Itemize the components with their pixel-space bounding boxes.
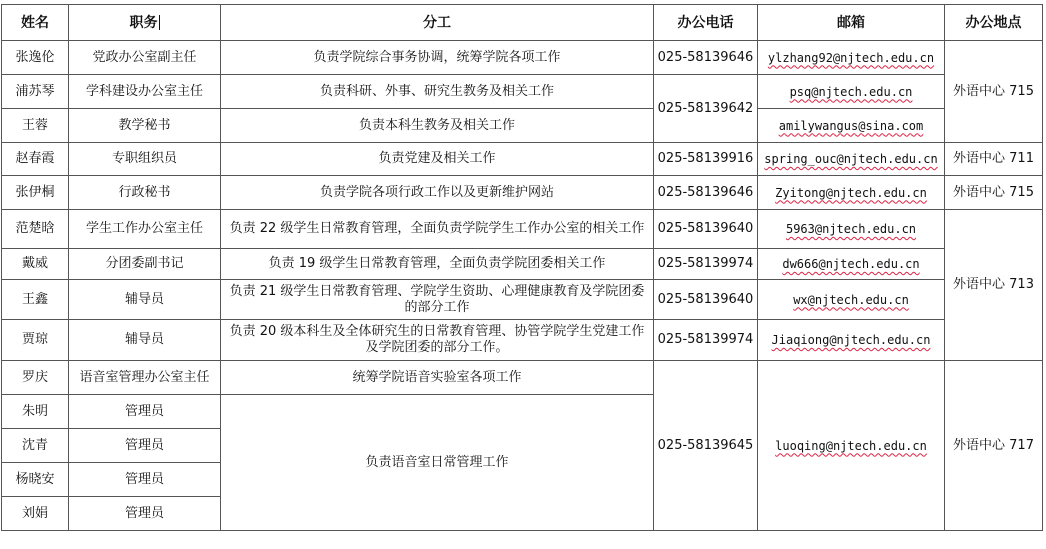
cell-email[interactable]: [758, 75, 945, 109]
cell-duty[interactable]: 负责本科生教务及相关工作: [221, 109, 654, 143]
cell-location[interactable]: 外语中心 715: [945, 41, 1043, 143]
cell-name[interactable]: 张伊桐: [2, 176, 69, 210]
cell-name[interactable]: 王蓉: [2, 109, 69, 143]
table-row: [2, 75, 1043, 109]
cell-position[interactable]: 辅导员: [69, 320, 221, 361]
cell-position[interactable]: 语音室管理办公室主任: [69, 361, 221, 395]
text-cursor: [159, 15, 160, 30]
cell-email[interactable]: [758, 280, 945, 320]
cell-phone[interactable]: 025-58139640: [654, 210, 758, 249]
cell-position[interactable]: 管理员: [69, 497, 221, 531]
cell-phone[interactable]: 025-58139645: [654, 361, 758, 531]
cell-phone[interactable]: 025-58139916: [654, 143, 758, 176]
cell-name[interactable]: 罗庆: [2, 361, 69, 395]
table-row: [2, 320, 1043, 361]
cell-duty[interactable]: 负责 22 级学生日常教育管理，全面负责学院学生工作办公室的相关工作: [221, 210, 654, 249]
cell-name[interactable]: 范楚晗: [2, 210, 69, 249]
cell-position[interactable]: 专职组织员: [69, 143, 221, 176]
email-text: Jiaqiong@njtech.edu.cn: [771, 333, 931, 347]
cell-duty[interactable]: 负责语音室日常管理工作: [221, 395, 654, 531]
cell-location[interactable]: 外语中心 711: [945, 143, 1043, 176]
table-row: [2, 210, 1043, 249]
cell-duty[interactable]: 负责党建及相关工作: [221, 143, 654, 176]
cell-name[interactable]: 沈青: [2, 429, 69, 463]
email-text: 5963@njtech.edu.cn: [785, 222, 917, 236]
header-phone[interactable]: 办公电话: [654, 5, 758, 41]
email-text: spring_ouc@njtech.edu.cn: [764, 152, 938, 166]
cell-position[interactable]: 管理员: [69, 429, 221, 463]
table-row: [2, 41, 1043, 75]
table-row: [2, 249, 1043, 280]
cell-position[interactable]: 党政办公室副主任: [69, 41, 221, 75]
cell-location[interactable]: 外语中心 713: [945, 210, 1043, 361]
cell-name[interactable]: 朱明: [2, 395, 69, 429]
cell-position[interactable]: 学科建设办公室主任: [69, 75, 221, 109]
cell-name[interactable]: 贾琼: [2, 320, 69, 361]
cell-email[interactable]: [758, 320, 945, 361]
email-text: psq@njtech.edu.cn: [789, 84, 913, 99]
header-row: [2, 5, 1043, 41]
header-duty[interactable]: 分工: [221, 5, 654, 41]
email-text: ylzhang92@njtech.edu.cn: [767, 50, 935, 65]
email-text: amilywangus@sina.com: [778, 118, 924, 133]
cell-location[interactable]: 外语中心 715: [945, 176, 1043, 210]
cell-phone[interactable]: 025-58139646: [654, 176, 758, 210]
cell-phone[interactable]: 025-58139646: [654, 41, 758, 75]
cell-name[interactable]: 王鑫: [2, 280, 69, 320]
cell-position[interactable]: 学生工作办公室主任: [69, 210, 221, 249]
table-row: [2, 176, 1043, 210]
email-text: luoqing@njtech.edu.cn: [775, 438, 927, 453]
email-text: Zyitong@njtech.edu.cn: [775, 185, 927, 200]
cell-position[interactable]: 辅导员: [69, 280, 221, 320]
email-text: dw666@njtech.edu.cn: [782, 257, 920, 271]
cell-duty[interactable]: 负责 19 级学生日常教育管理，全面负责学院团委相关工作: [221, 249, 654, 280]
cell-name[interactable]: 浦苏琴: [2, 75, 69, 109]
cell-email[interactable]: [758, 109, 945, 143]
cell-name[interactable]: 张逸伦: [2, 41, 69, 75]
cell-email[interactable]: [758, 361, 945, 531]
header-position[interactable]: [69, 5, 221, 41]
cell-name[interactable]: 杨晓安: [2, 463, 69, 497]
cell-duty[interactable]: 负责学院各项行政工作以及更新维护网站: [221, 176, 654, 210]
cell-location[interactable]: 外语中心 717: [945, 361, 1043, 531]
cell-phone[interactable]: 025-58139974: [654, 320, 758, 361]
cell-position[interactable]: 行政秘书: [69, 176, 221, 210]
cell-email[interactable]: [758, 143, 945, 176]
staff-table: [1, 4, 1043, 531]
table-row: [2, 143, 1043, 176]
cell-duty[interactable]: 负责学院综合事务协调，统筹学院各项工作: [221, 41, 654, 75]
header-name[interactable]: 姓名: [2, 5, 69, 41]
cell-name[interactable]: 刘娟: [2, 497, 69, 531]
email-text: wx@njtech.edu.cn: [793, 292, 909, 307]
cell-position[interactable]: 管理员: [69, 395, 221, 429]
cell-position[interactable]: 分团委副书记: [69, 249, 221, 280]
cell-email[interactable]: [758, 176, 945, 210]
cell-email[interactable]: [758, 41, 945, 75]
cell-email[interactable]: [758, 210, 945, 249]
header-email[interactable]: 邮箱: [758, 5, 945, 41]
table-row: [2, 109, 1043, 143]
table-row: [2, 361, 1043, 395]
cell-position[interactable]: 管理员: [69, 463, 221, 497]
cell-phone[interactable]: 025-58139974: [654, 249, 758, 280]
cell-name[interactable]: 戴威: [2, 249, 69, 280]
cell-duty[interactable]: 负责科研、外事、研究生教务及相关工作: [221, 75, 654, 109]
cell-position[interactable]: 教学秘书: [69, 109, 221, 143]
cell-duty[interactable]: 负责 20 级本科生及全体研究生的日常教育管理、协管学院学生党建工作及学院团委的部分工作。: [221, 320, 654, 361]
cell-email[interactable]: [758, 249, 945, 280]
cell-duty[interactable]: 统筹学院语音实验室各项工作: [221, 361, 654, 395]
header-location[interactable]: 办公地点: [945, 5, 1043, 41]
cell-phone[interactable]: 025-58139642: [654, 75, 758, 143]
cell-duty[interactable]: 负责 21 级学生日常教育管理、学院学生资助、心理健康教育及学院团委的部分工作: [221, 280, 654, 320]
table-row: [2, 280, 1043, 320]
cell-name[interactable]: 赵春霞: [2, 143, 69, 176]
cell-phone[interactable]: 025-58139640: [654, 280, 758, 320]
header-position-label: 职务: [129, 14, 158, 31]
